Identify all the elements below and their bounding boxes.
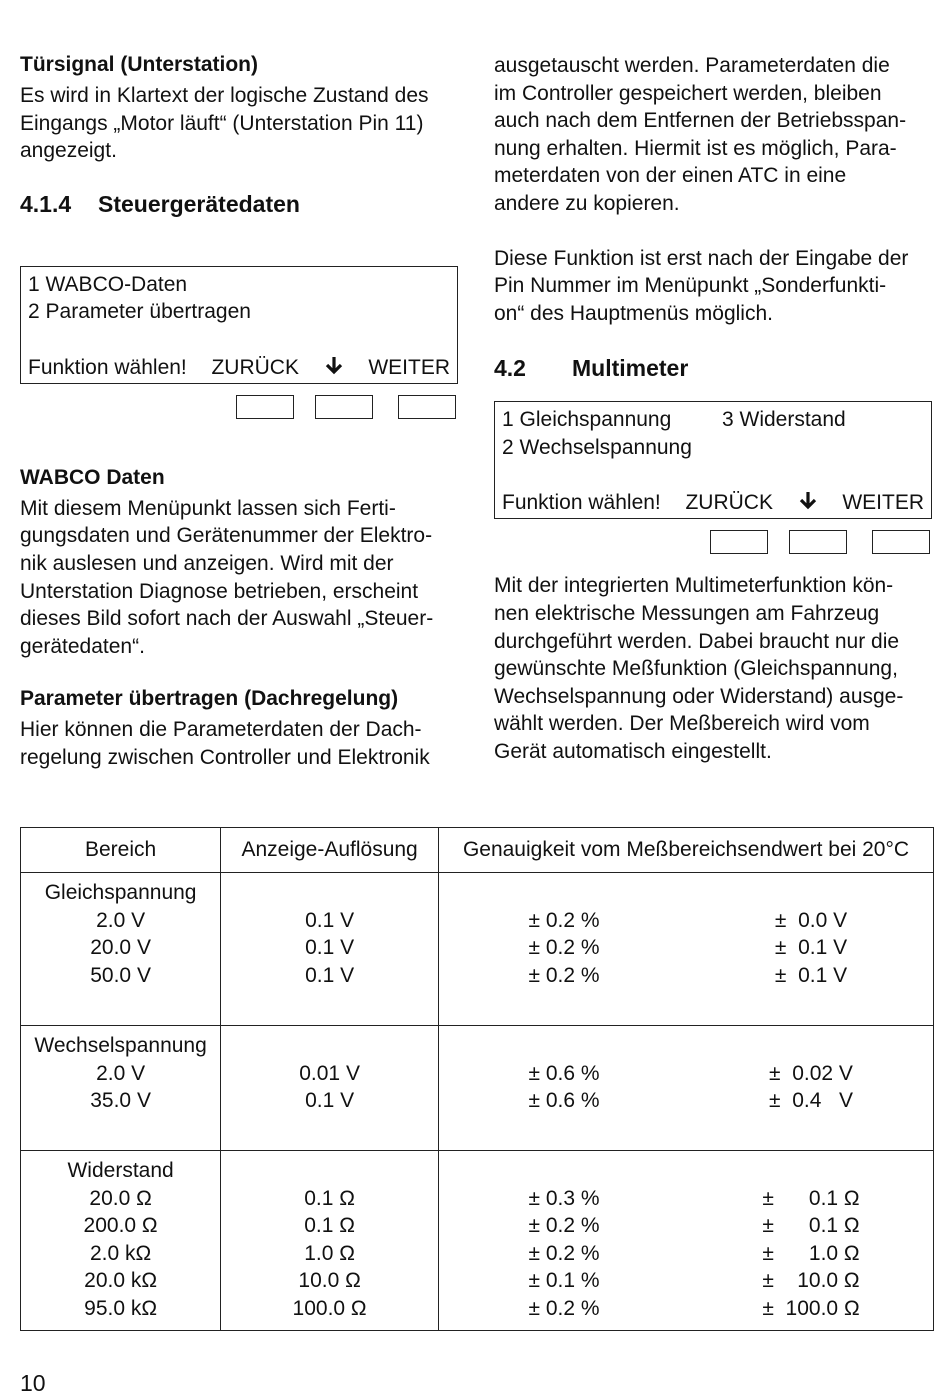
arrow-down-icon <box>798 489 818 517</box>
lcd-keys <box>494 530 932 556</box>
lcd-prompt: Funktion wählen! <box>502 491 661 515</box>
resolution-cell: 0.1 Ω 0.1 Ω 1.0 Ω 10.0 Ω 100.0 Ω <box>221 1151 439 1331</box>
table-row-wechselspannung <box>21 1026 934 1151</box>
lcd-prompt: Funktion wählen! <box>28 355 187 379</box>
lcd-back-label: ZURÜCK <box>685 491 773 515</box>
lcd-next-label: WEITER <box>842 491 924 515</box>
section-number: 4.1.4 <box>20 190 72 217</box>
multimeter-text: Mit der integrierten Multimeterfunktion kön- nen elektrische Messungen am Fahrzeug durchgeführt werden. Dabei braucht nur die gewünschte Meßfunktion (Gleichspannung, Wechselspannung oder Widerstand) ausge- wählt werden. Der Meßbereich wird vom Gerät automatisch eingestellt. <box>494 574 904 763</box>
table-header-row <box>21 828 934 873</box>
resolution-cell: 0.01 V 0.1 V <box>221 1026 439 1151</box>
lcd-keys <box>20 395 458 421</box>
key-next-button[interactable] <box>872 530 930 554</box>
lcd-line-wabco: 1 WABCO-Daten <box>28 272 188 296</box>
key-next-button[interactable] <box>398 395 456 419</box>
right-column <box>494 50 932 766</box>
key-down-button[interactable] <box>315 395 373 419</box>
table-row-widerstand <box>21 1151 934 1331</box>
lcd-item-gleichspannung: 1 Gleichspannung <box>502 408 672 432</box>
left-column <box>20 50 458 772</box>
tuersignal-text: Es wird in Klartext der logische Zustand des Eingangs „Motor läuft“ (Unterstation Pin 11) angezeigt. <box>20 84 429 163</box>
section-heading-steuergeraetedaten <box>20 189 458 219</box>
accuracy-cell: ± 0.2 % ± 0.0 V ± 0.2 % ± 0.1 V ± 0.2 % ± 0.1 V <box>439 873 934 1026</box>
range-cell: Wechselspannung 2.0 V 35.0 V <box>21 1026 221 1151</box>
header-genauigkeit: Genauigkeit vom Meßbereichsendwert bei 20°C <box>439 828 934 873</box>
lcd-prompt-row <box>28 354 450 382</box>
resolution-cell: 0.1 V 0.1 V 0.1 V <box>221 873 439 1026</box>
parameter-heading: Parameter übertragen (Dachregelung) <box>20 687 399 711</box>
range-cell: Widerstand 20.0 Ω 200.0 Ω 2.0 kΩ 20.0 kΩ 95.0 kΩ <box>21 1151 221 1331</box>
continued-text: ausgetauscht werden. Parameterdaten die im Controller gespeichert werden, bleiben auch nach dem Entfernen der Betriebsspan- nung erhalten. Hiermit ist es möglich, Para- meterdaten von der einen ATC in eine andere zu kopieren. <box>494 54 907 215</box>
lcd-back-label: ZURÜCK <box>211 355 299 379</box>
lcd-line-1 <box>502 406 924 434</box>
header-aufloesung: Anzeige-Auflösung <box>221 828 439 873</box>
section-title: Multimeter <box>572 355 689 382</box>
key-down-button[interactable] <box>789 530 847 554</box>
arrow-down-icon <box>324 354 344 382</box>
lcd-next-label: WEITER <box>368 355 450 379</box>
key-back-button[interactable] <box>236 395 294 419</box>
section-title: Steuergerätedaten <box>98 190 300 217</box>
parameter-text: Hier können die Parameterdaten der Dach- regelung zwischen Controller und Elektronik <box>20 718 430 769</box>
header-bereich: Bereich <box>21 828 221 873</box>
wabco-heading: WABCO Daten <box>20 465 165 489</box>
lcd-prompt-row <box>502 489 924 517</box>
lcd-item-widerstand: 3 Widerstand <box>722 408 846 432</box>
pin-text: Diese Funktion ist erst nach der Eingabe der Pin Nummer im Menüpunkt „Sonderfunkti- on“ des Hauptmenüs möglich. <box>494 246 909 325</box>
tuersignal-heading: Türsignal (Unterstation) <box>20 53 259 76</box>
lcd-line-parameter: 2 Parameter übertragen <box>28 300 251 324</box>
key-back-button[interactable] <box>710 530 768 554</box>
lcd-display-multimeter <box>494 401 932 519</box>
accuracy-cell: ± 0.6 % ± 0.02 V ± 0.6 % ± 0.4 V <box>439 1026 934 1151</box>
section-number: 4.2 <box>494 355 526 382</box>
multimeter-spec-table <box>20 827 934 1331</box>
lcd-item-wechselspannung: 2 Wechselspannung <box>502 435 692 459</box>
range-cell: Gleichspannung 2.0 V 20.0 V 50.0 V <box>21 873 221 1026</box>
lcd-display-steuergeraete <box>20 266 458 384</box>
section-heading-multimeter <box>494 353 932 383</box>
table-row-gleichspannung <box>21 873 934 1026</box>
wabco-text: Mit diesem Menüpunkt lassen sich Ferti- gungsdaten und Gerätenummer der Elektro- nik auslesen und anzeigen. Wird mit der Unterstation Diagnose betrieben, erscheint dieses Bild sofort nach der Auswahl „Steuer- gerätedaten“. <box>20 496 434 658</box>
accuracy-cell: ± 0.3 % ± 0.1 Ω ± 0.2 % ± 0.1 Ω ± 0.2 % ± 1.0 Ω ± 0.1 % ± 10.0 Ω ± 0.2 % ± 100.0 Ω <box>439 1151 934 1331</box>
page-number: 10 <box>20 1370 46 1396</box>
